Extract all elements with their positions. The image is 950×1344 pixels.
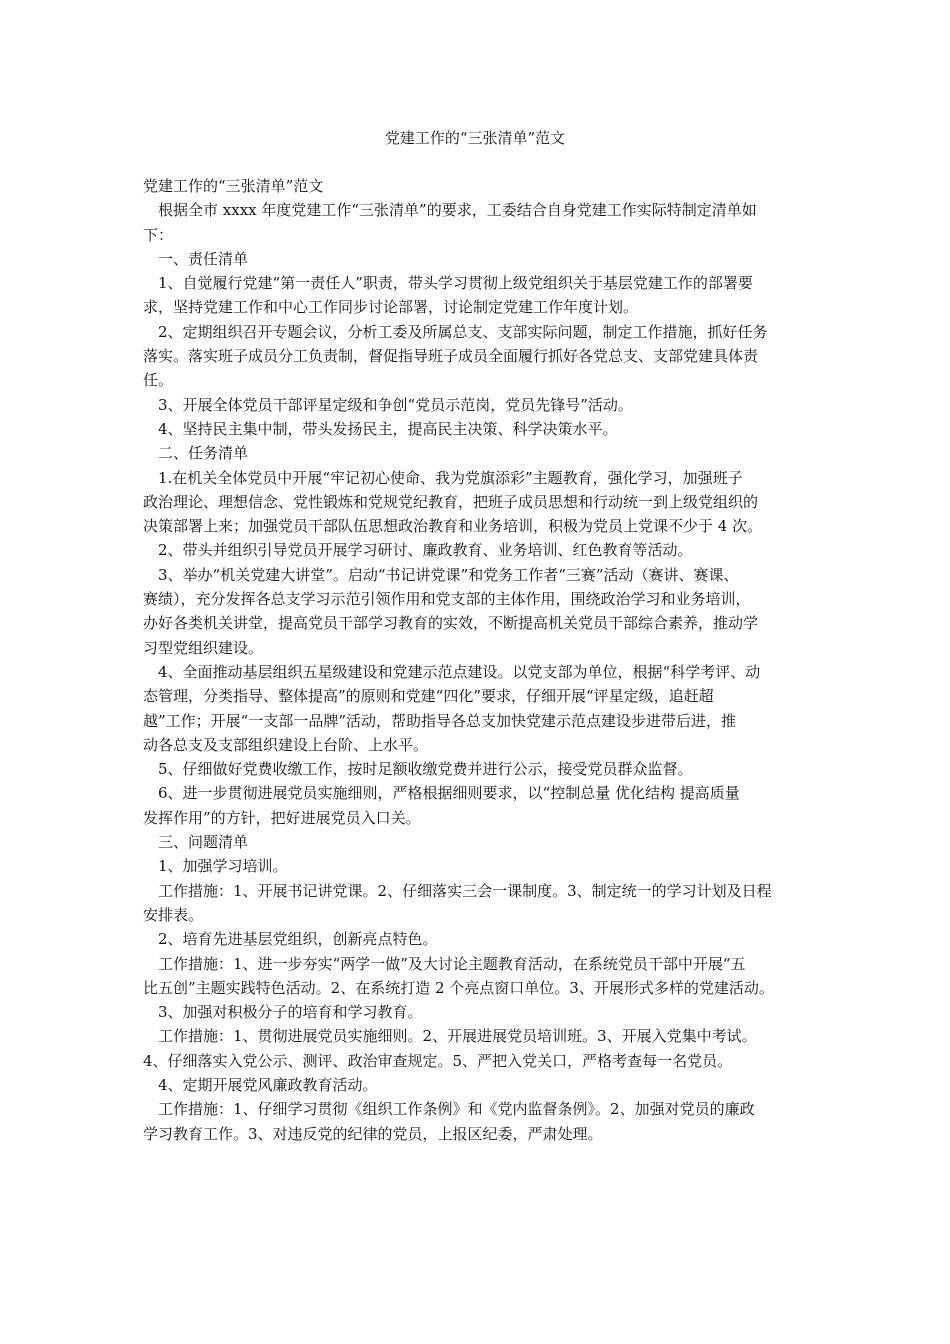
text-line: 2、培育先进基层党组织，创新亮点特色。 [143,930,438,949]
text-line: 政治理论、理想信念、党性锻炼和党规党纪教育，把班子成员思想和行动统一到上级党组织的 [143,492,759,511]
text-line: 求，坚持党建工作和中心工作同步讨论部署，讨论制定党建工作年度计划。 [143,298,639,317]
text-line: 动各总支及支部组织建设上台阶、上水平。 [143,735,429,754]
text-line: 安排表。 [143,905,204,924]
text-line: 学习教育工作。3、对违反党的纪律的党员，上报区纪委，严肃处理。 [143,1124,603,1143]
text-line: 办好各类机关讲堂，提高党员干部学习教育的实效，不断提高机关党员干部综合素养，推动学 [143,614,759,633]
text-line: 1、加强学习培训。 [143,857,288,876]
text-line: 工作措施：1、仔细学习贯彻《组织工作条例》和《党内监督条例》。2、加强对党员的廉政 [143,1100,755,1119]
text-line: 二、任务清单 [143,444,249,463]
text-line: 一、责任清单 [143,249,249,268]
text-line: 1.在机关全体党员中开展“牢记初心使命、我为党旗添彩”主题教育，强化学习，加强班子 [143,468,743,487]
text-line: 3、举办“机关党建大讲堂”。启动“书记讲党课”和党务工作者“三赛”活动（赛讲、赛课、 [143,565,739,584]
text-line: 4、仔细落实入党公示、测评、政治审查规定。5、严把入党关口，严格考查每一名党员。 [143,1051,733,1070]
text-line: 根据全市 xxxx 年度党建工作“三张清单”的要求，工委结合自身党建工作实际特制定清单如 [143,201,757,220]
text-line: 工作措施：1、进一步夯实“两学一做”及大讨论主题教育活动，在系统党员干部中开展“五 [143,954,746,973]
text-line: 发挥作用”的方针，把好进展党员入口关。 [143,808,421,827]
text-line: 工作措施：1、贯彻进展党员实施细则。2、开展进展党员培训班。3、开展入党集中考试。 [143,1027,757,1046]
text-line: 决策部署上来；加强党员干部队伍思想政治教育和业务培训，积极为党员上党课不少于 4 次。 [143,517,763,536]
text-line: 态管理，分类指导、整体提高”的原则和党建“四化”要求，仔细开展“评星定级，追赶超 [143,687,714,706]
text-line: 1、自觉履行党建“第一责任人”职责，带头学习贯彻上级党组织关于基层党建工作的部署要 [143,274,753,293]
body-heading: 党建工作的“三张清单”范文 [143,177,324,195]
text-line: 赛绩），充分发挥各总支学习示范引领作用和党支部的主体作用，围绕政治学习和业务培训， [143,590,751,609]
text-line: 3、开展全体党员干部评星定级和争创“党员示范岗，党员先锋号”活动。 [143,395,633,414]
text-line: 4、全面推动基层组织五星级建设和党建示范点建设。以党支部为单位，根据“科学考评、动 [143,662,761,681]
text-line: 2、带头并组织引导党员开展学习研讨、廉政教育、业务培训、红色教育等活动。 [143,541,693,560]
text-line: 6、进一步贯彻进展党员实施细则，严格根据细则要求，以“控制总量 优化结构 提高质量 [143,784,740,803]
document-body [143,174,813,1146]
text-line: 4、定期开展党风廉政教育活动。 [143,1075,378,1094]
text-line: 三、问题清单 [143,833,249,852]
text-line: 习型党组织建设。 [143,638,264,657]
text-line: 比五创”主题实践特色活动。2、在系统打造 2 个亮点窗口单位。3、开展形式多样的党建活动。 [143,978,774,997]
text-line: 2、定期组织召开专题会议，分析工委及所属总支、支部实际问题，制定工作措施，抓好任务 [143,322,768,341]
document-title: 党建工作的“三张清单”范文 [384,129,566,147]
text-line: 落实。落实班子成员分工负责制，督促指导班子成员全面履行抓好各党总支、支部党建具体责 [143,347,759,366]
text-line: 3、加强对积极分子的培育和学习教育。 [143,1003,423,1022]
text-line: 5、仔细做好党费收缴工作，按时足额收缴党费并进行公示，接受党员群众监督。 [143,760,693,779]
text-line: 4、坚持民主集中制，带头发扬民主，提高民主决策、科学决策水平。 [143,419,618,438]
text-line: 下： [143,225,174,244]
text-line: 任。 [143,371,174,390]
text-line: 越”工作；开展“一支部一品牌”活动，帮助指导各总支加快党建示范点建设步进带后进，推 [143,711,737,730]
text-line: 工作措施：1、开展书记讲党课。2、仔细落实三会一课制度。3、制定统一的学习计划及日程 [143,881,772,900]
